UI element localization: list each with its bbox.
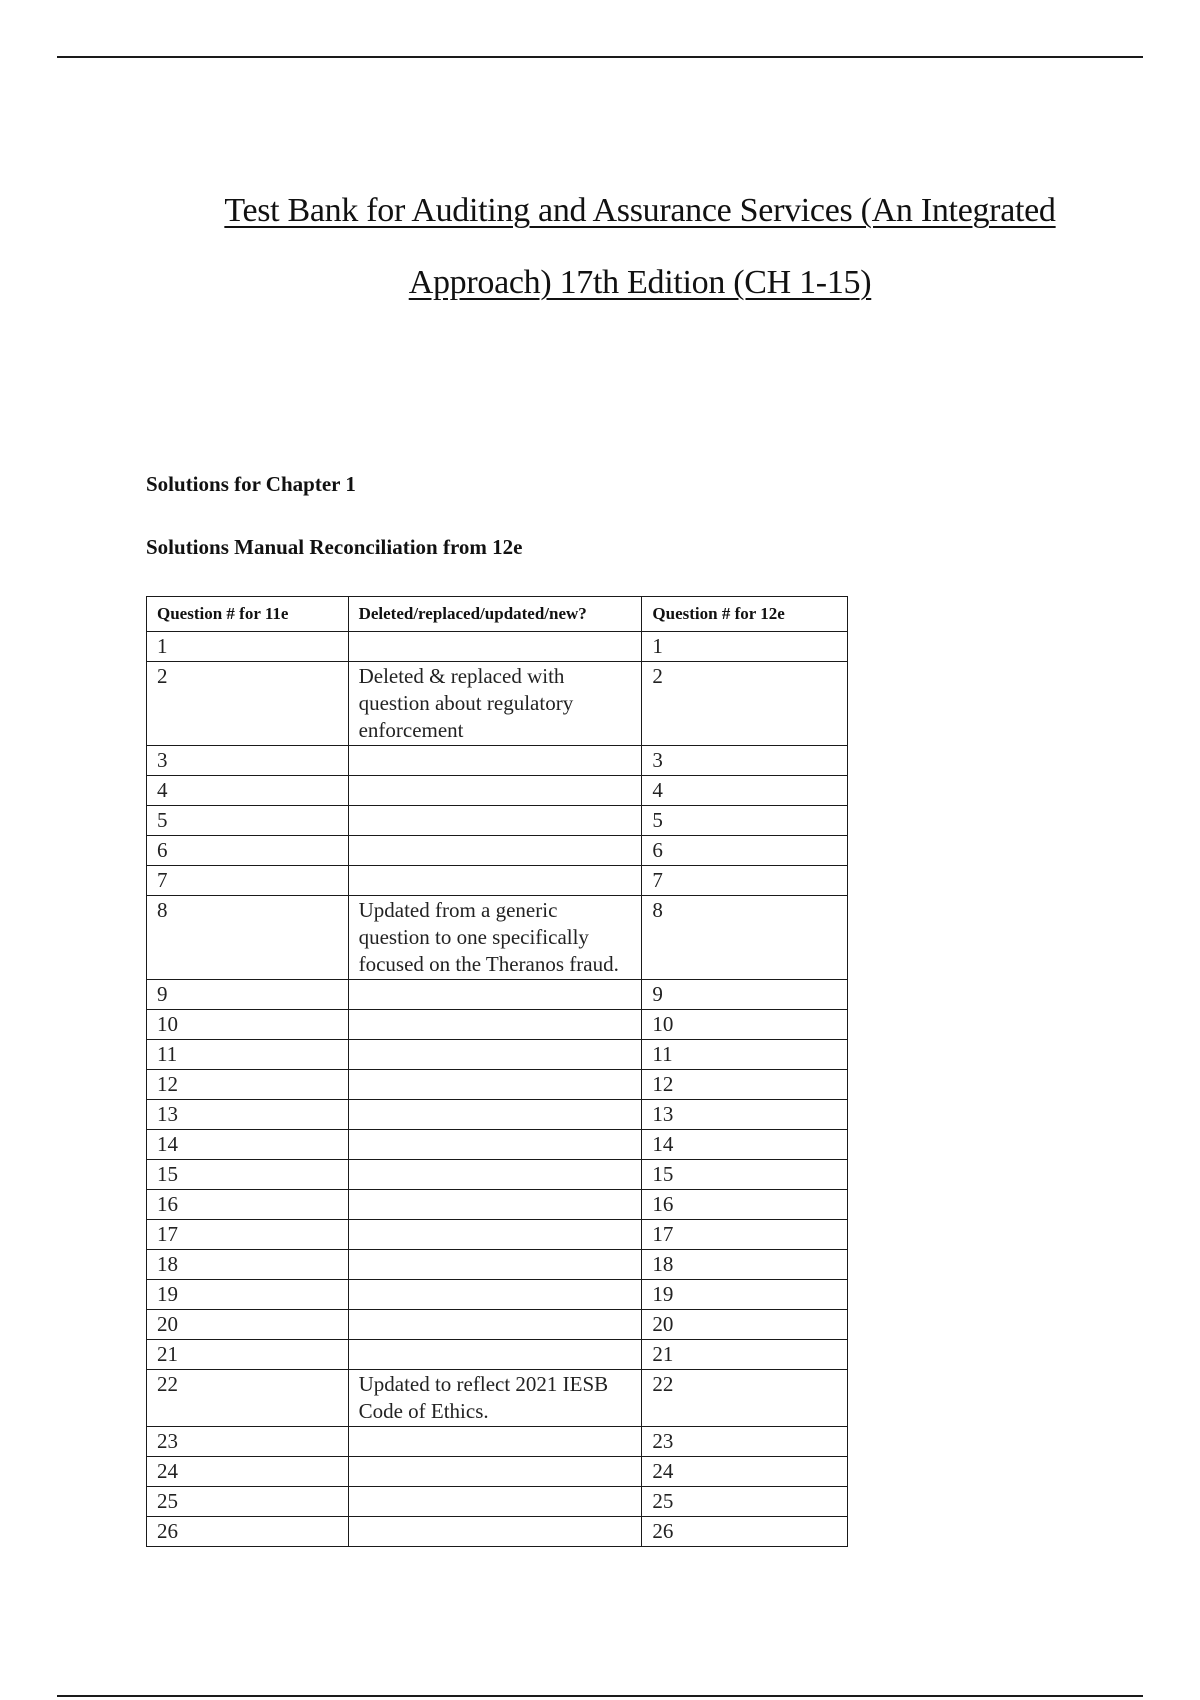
table-row <box>147 1370 848 1427</box>
table-row <box>147 776 848 806</box>
table-row <box>147 1280 848 1310</box>
cell-question-12e: 7 <box>642 866 848 896</box>
cell-question-11e: 8 <box>147 896 349 980</box>
cell-question-12e: 5 <box>642 806 848 836</box>
cell-question-11e: 22 <box>147 1370 349 1427</box>
cell-question-11e: 15 <box>147 1160 349 1190</box>
cell-question-12e: 3 <box>642 746 848 776</box>
cell-change-status <box>348 1040 642 1070</box>
table-row <box>147 1010 848 1040</box>
cell-change-status <box>348 1130 642 1160</box>
cell-question-12e: 21 <box>642 1340 848 1370</box>
table-body <box>147 632 848 1547</box>
cell-question-11e: 21 <box>147 1340 349 1370</box>
table-row <box>147 1100 848 1130</box>
table-row <box>147 1070 848 1100</box>
reconciliation-table <box>146 596 848 1547</box>
header-change-status: Deleted/replaced/updated/new? <box>348 597 642 632</box>
cell-change-status <box>348 1340 642 1370</box>
table-row <box>147 632 848 662</box>
cell-change-status <box>348 1100 642 1130</box>
cell-question-12e: 19 <box>642 1280 848 1310</box>
cell-question-11e: 23 <box>147 1427 349 1457</box>
cell-change-status <box>348 1220 642 1250</box>
cell-question-12e: 11 <box>642 1040 848 1070</box>
title-line-2: Approach) 17th Edition (CH 1-15) <box>408 264 872 301</box>
cell-question-12e: 12 <box>642 1070 848 1100</box>
cell-question-12e: 17 <box>642 1220 848 1250</box>
cell-question-11e: 19 <box>147 1280 349 1310</box>
cell-change-status <box>348 1280 642 1310</box>
cell-question-11e: 14 <box>147 1130 349 1160</box>
reconciliation-heading: Solutions Manual Reconciliation from 12e <box>146 535 523 559</box>
cell-change-status: Deleted & replaced with question about regulatory enforcement <box>348 662 642 746</box>
cell-question-12e: 13 <box>642 1100 848 1130</box>
cell-question-11e: 17 <box>147 1220 349 1250</box>
top-divider <box>57 56 1143 58</box>
cell-question-11e: 18 <box>147 1250 349 1280</box>
table-header-row <box>147 597 848 632</box>
cell-question-11e: 4 <box>147 776 349 806</box>
bottom-divider <box>57 1695 1143 1697</box>
cell-question-12e: 9 <box>642 980 848 1010</box>
cell-question-11e: 7 <box>147 866 349 896</box>
cell-question-11e: 24 <box>147 1457 349 1487</box>
table-row <box>147 980 848 1010</box>
cell-change-status: Updated from a generic question to one specifically focused on the Theranos fraud. <box>348 896 642 980</box>
cell-question-12e: 16 <box>642 1190 848 1220</box>
cell-change-status <box>348 1310 642 1340</box>
document-title <box>150 175 1130 319</box>
cell-question-11e: 5 <box>147 806 349 836</box>
title-line-1: Test Bank for Auditing and Assurance Services (An Integrated <box>224 192 1056 229</box>
cell-question-12e: 25 <box>642 1487 848 1517</box>
header-question-11e: Question # for 11e <box>147 597 349 632</box>
cell-question-11e: 11 <box>147 1040 349 1070</box>
table-row <box>147 1190 848 1220</box>
cell-change-status <box>348 866 642 896</box>
cell-question-12e: 26 <box>642 1517 848 1547</box>
cell-question-11e: 13 <box>147 1100 349 1130</box>
cell-change-status <box>348 1517 642 1547</box>
cell-change-status <box>348 1250 642 1280</box>
table-row <box>147 1040 848 1070</box>
cell-question-12e: 6 <box>642 836 848 866</box>
chapter-heading: Solutions for Chapter 1 <box>146 472 356 496</box>
cell-question-12e: 10 <box>642 1010 848 1040</box>
cell-question-12e: 4 <box>642 776 848 806</box>
table-row <box>147 1130 848 1160</box>
cell-change-status: Updated to reflect 2021 IESB Code of Ethics. <box>348 1370 642 1427</box>
table-row <box>147 1487 848 1517</box>
header-question-12e: Question # for 12e <box>642 597 848 632</box>
table-row <box>147 1517 848 1547</box>
table-row <box>147 896 848 980</box>
cell-question-12e: 15 <box>642 1160 848 1190</box>
cell-change-status <box>348 836 642 866</box>
cell-change-status <box>348 1427 642 1457</box>
cell-change-status <box>348 1160 642 1190</box>
table-row <box>147 1427 848 1457</box>
cell-question-11e: 26 <box>147 1517 349 1547</box>
cell-question-11e: 2 <box>147 662 349 746</box>
table-row <box>147 1160 848 1190</box>
cell-change-status <box>348 980 642 1010</box>
table-row <box>147 746 848 776</box>
cell-question-12e: 23 <box>642 1427 848 1457</box>
table-row <box>147 1310 848 1340</box>
cell-question-12e: 20 <box>642 1310 848 1340</box>
table-row <box>147 1457 848 1487</box>
cell-change-status <box>348 1070 642 1100</box>
table-row <box>147 806 848 836</box>
cell-question-11e: 1 <box>147 632 349 662</box>
table-row <box>147 1220 848 1250</box>
cell-change-status <box>348 1487 642 1517</box>
cell-question-11e: 20 <box>147 1310 349 1340</box>
cell-question-11e: 9 <box>147 980 349 1010</box>
cell-question-12e: 24 <box>642 1457 848 1487</box>
cell-question-12e: 22 <box>642 1370 848 1427</box>
cell-question-11e: 10 <box>147 1010 349 1040</box>
cell-question-11e: 12 <box>147 1070 349 1100</box>
cell-question-11e: 6 <box>147 836 349 866</box>
cell-question-12e: 14 <box>642 1130 848 1160</box>
cell-question-12e: 8 <box>642 896 848 980</box>
cell-change-status <box>348 1190 642 1220</box>
cell-question-11e: 3 <box>147 746 349 776</box>
cell-question-12e: 2 <box>642 662 848 746</box>
cell-change-status <box>348 806 642 836</box>
table-row <box>147 836 848 866</box>
table-row <box>147 1340 848 1370</box>
cell-change-status <box>348 1010 642 1040</box>
cell-question-12e: 18 <box>642 1250 848 1280</box>
cell-question-11e: 16 <box>147 1190 349 1220</box>
cell-change-status <box>348 776 642 806</box>
cell-change-status <box>348 746 642 776</box>
table-row <box>147 662 848 746</box>
table-row <box>147 866 848 896</box>
cell-change-status <box>348 1457 642 1487</box>
table-row <box>147 1250 848 1280</box>
cell-question-12e: 1 <box>642 632 848 662</box>
cell-change-status <box>348 632 642 662</box>
cell-question-11e: 25 <box>147 1487 349 1517</box>
